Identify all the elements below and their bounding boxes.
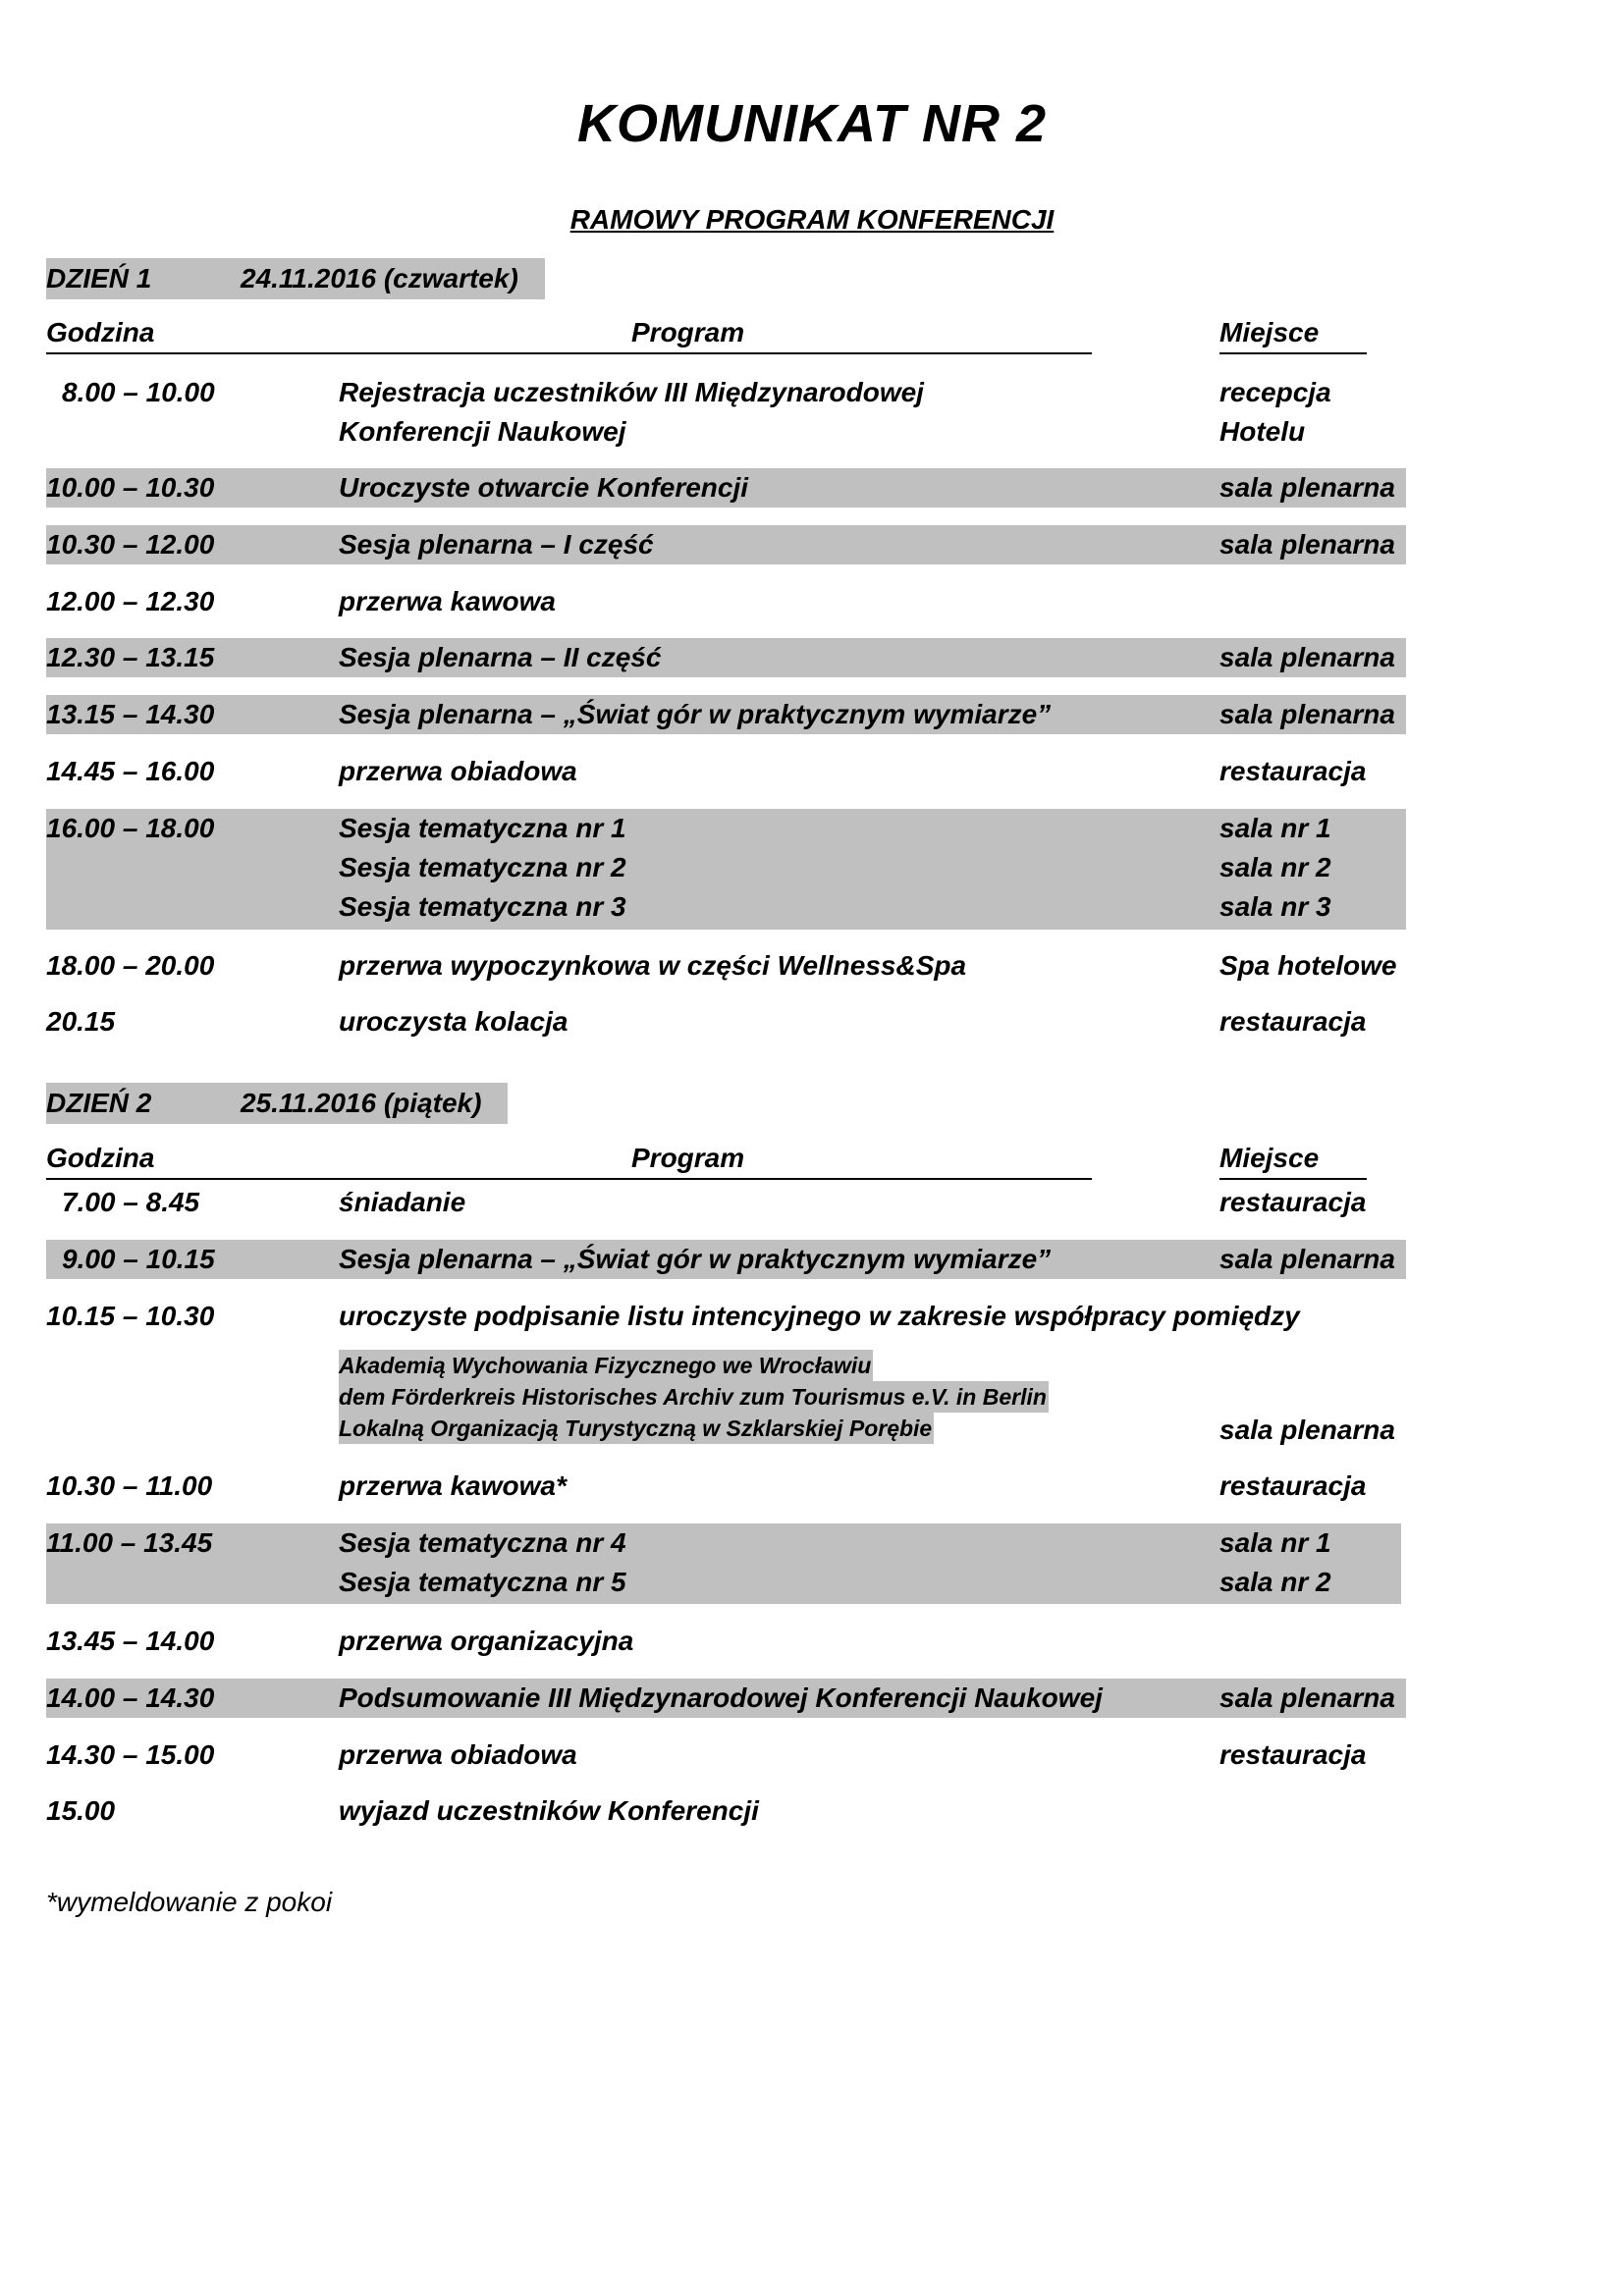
program-line: Sesja tematyczna nr 2 xyxy=(339,852,626,882)
schedule-row xyxy=(46,1240,1406,1279)
place-line: sala nr 2 xyxy=(1219,852,1331,882)
row-place: sala plenarna xyxy=(1219,642,1395,672)
schedule-row xyxy=(46,809,1406,930)
schedule-row xyxy=(46,1622,1406,1661)
row-time: 10.30 – 11.00 xyxy=(46,1470,213,1501)
schedule-row xyxy=(46,638,1406,677)
row-program: Sesja plenarna – „Świat gór w praktycznym wymiarze” xyxy=(339,1244,1052,1274)
row-place: sala plenarna xyxy=(1219,472,1395,503)
program-line: Sesja tematyczna nr 3 xyxy=(339,891,626,922)
day2-date: 25.11.2016 (piątek) xyxy=(241,1088,482,1118)
row-time: 12.30 – 13.15 xyxy=(46,642,215,672)
program-line: Konferencji Naukowej xyxy=(339,416,626,447)
row-time: 10.15 – 10.30 xyxy=(46,1301,215,1331)
row-place xyxy=(1219,373,1331,447)
row-time: 10.30 – 12.00 xyxy=(46,529,215,560)
schedule-row xyxy=(46,1679,1406,1718)
place-line: sala nr 2 xyxy=(1219,1567,1331,1597)
row-time: 15.00 xyxy=(46,1795,116,1826)
row-place xyxy=(1219,1523,1331,1597)
day2-column-header xyxy=(46,1143,1320,1182)
row-program: Podsumowanie III Międzynarodowej Konferencji Naukowej xyxy=(339,1682,1103,1713)
signatory-line: Akademią Wychowania Fizycznego we Wrocławiu xyxy=(339,1350,873,1381)
schedule-row xyxy=(46,1467,1406,1506)
row-time: 14.30 – 15.00 xyxy=(46,1739,215,1770)
row-time: 12.00 – 12.30 xyxy=(46,586,215,616)
schedule-row xyxy=(46,1523,1401,1604)
row-time: 7.00 – 8.45 xyxy=(62,1187,200,1217)
col-place-header: Miejsce xyxy=(1219,317,1320,347)
schedule-row xyxy=(46,582,1406,621)
schedule-row xyxy=(46,946,1406,986)
day2-header xyxy=(46,1083,508,1124)
row-time: 20.15 xyxy=(46,1006,116,1037)
row-time: 10.00 – 10.30 xyxy=(46,472,215,503)
row-program: Sesja plenarna – I część xyxy=(339,529,654,560)
row-program xyxy=(339,809,626,922)
program-line: Sesja tematyczna nr 5 xyxy=(339,1567,626,1597)
row-program: Sesja plenarna – II część xyxy=(339,642,662,672)
schedule-row xyxy=(46,525,1406,564)
place-line: sala nr 1 xyxy=(1219,1527,1331,1558)
row-program: Sesja plenarna – „Świat gór w praktycznym wymiarze” xyxy=(339,699,1052,729)
row-program: uroczysta kolacja xyxy=(339,1006,568,1037)
row-place: restauracja xyxy=(1219,1470,1367,1501)
row-place: sala plenarna xyxy=(1219,1682,1395,1713)
place-line: sala nr 1 xyxy=(1219,813,1331,843)
row-program: przerwa wypoczynkowa w części Wellness&Spa xyxy=(339,950,967,981)
schedule-row xyxy=(46,468,1406,507)
row-place: restauracja xyxy=(1219,756,1367,786)
row-time: 16.00 – 18.00 xyxy=(46,813,215,843)
row-time: 13.15 – 14.30 xyxy=(46,699,215,729)
signatories-place-row xyxy=(46,1411,1406,1450)
day1-column-header xyxy=(46,317,1320,356)
row-program: wyjazd uczestników Konferencji xyxy=(339,1795,759,1826)
row-place: sala plenarna xyxy=(1219,1244,1395,1274)
place-line: sala nr 3 xyxy=(1219,891,1331,922)
row-place: sala plenarna xyxy=(1219,529,1395,560)
schedule-row xyxy=(46,1791,1406,1831)
row-time: 13.45 – 14.00 xyxy=(46,1626,215,1656)
schedule-row xyxy=(46,752,1406,791)
row-program xyxy=(339,373,924,447)
program-line: Rejestracja uczestników III Międzynarodowej xyxy=(339,377,924,407)
page-subtitle: RAMOWY PROGRAM KONFERENCJI xyxy=(569,204,1055,235)
day1-date: 24.11.2016 (czwartek) xyxy=(241,263,518,294)
row-place: restauracja xyxy=(1219,1187,1367,1217)
footnote: *wymeldowanie z pokoi xyxy=(46,1887,333,1917)
signatory-line: dem Förderkreis Historisches Archiv zum Tourismus e.V. in Berlin xyxy=(339,1381,1049,1413)
day2-label: DZIEŃ 2 xyxy=(46,1088,152,1118)
row-time: 9.00 – 10.15 xyxy=(62,1244,215,1274)
place-line: Hotelu xyxy=(1219,416,1306,447)
row-time: 14.00 – 14.30 xyxy=(46,1682,215,1713)
schedule-row xyxy=(46,1002,1406,1041)
row-program: Uroczyste otwarcie Konferencji xyxy=(339,472,749,503)
row-program: przerwa obiadowa xyxy=(339,1739,577,1770)
col-program-header: Program xyxy=(631,1143,745,1173)
row-time: 11.00 – 13.45 xyxy=(46,1527,213,1558)
row-program: przerwa kawowa xyxy=(339,586,556,616)
day1-header xyxy=(46,258,545,299)
col-program-header: Program xyxy=(631,317,745,347)
program-line: Sesja tematyczna nr 1 xyxy=(339,813,626,843)
col-place-header: Miejsce xyxy=(1219,1143,1320,1173)
col-time-header: Godzina xyxy=(46,1143,155,1173)
row-program xyxy=(339,1523,626,1597)
row-place: sala plenarna xyxy=(1219,699,1395,729)
row-place: Spa hotelowe xyxy=(1219,950,1397,981)
row-time: 14.45 – 16.00 xyxy=(46,756,215,786)
header-underline xyxy=(46,1178,1092,1180)
row-place: sala plenarna xyxy=(1219,1415,1395,1445)
schedule-row xyxy=(46,695,1406,734)
row-program: uroczyste podpisanie listu intencyjnego w zakresie współpracy pomiędzy xyxy=(339,1301,1300,1331)
day1-label: DZIEŃ 1 xyxy=(46,263,152,294)
schedule-row xyxy=(46,1735,1406,1775)
schedule-row xyxy=(46,373,1406,452)
schedule-row xyxy=(46,1297,1406,1336)
header-underline xyxy=(46,352,1092,354)
row-program: przerwa organizacyjna xyxy=(339,1626,634,1656)
row-program: przerwa obiadowa xyxy=(339,756,577,786)
row-time: 8.00 – 10.00 xyxy=(62,377,215,407)
row-place: restauracja xyxy=(1219,1739,1367,1770)
row-place xyxy=(1219,809,1331,922)
program-line: Sesja tematyczna nr 4 xyxy=(339,1527,626,1558)
col-time-header: Godzina xyxy=(46,317,155,347)
place-line: recepcja xyxy=(1219,377,1331,407)
signatory-line: Lokalną Organizacją Turystyczną w Szklarskiej Porębie xyxy=(339,1413,934,1444)
row-place: restauracja xyxy=(1219,1006,1367,1037)
row-program: śniadanie xyxy=(339,1187,466,1217)
header-underline-place xyxy=(1219,352,1367,354)
row-program: przerwa kawowa* xyxy=(339,1470,567,1501)
header-underline-place xyxy=(1219,1178,1367,1180)
schedule-row xyxy=(46,1183,1406,1222)
page-title: KOMUNIKAT NR 2 xyxy=(577,94,1047,153)
row-time: 18.00 – 20.00 xyxy=(46,950,215,981)
